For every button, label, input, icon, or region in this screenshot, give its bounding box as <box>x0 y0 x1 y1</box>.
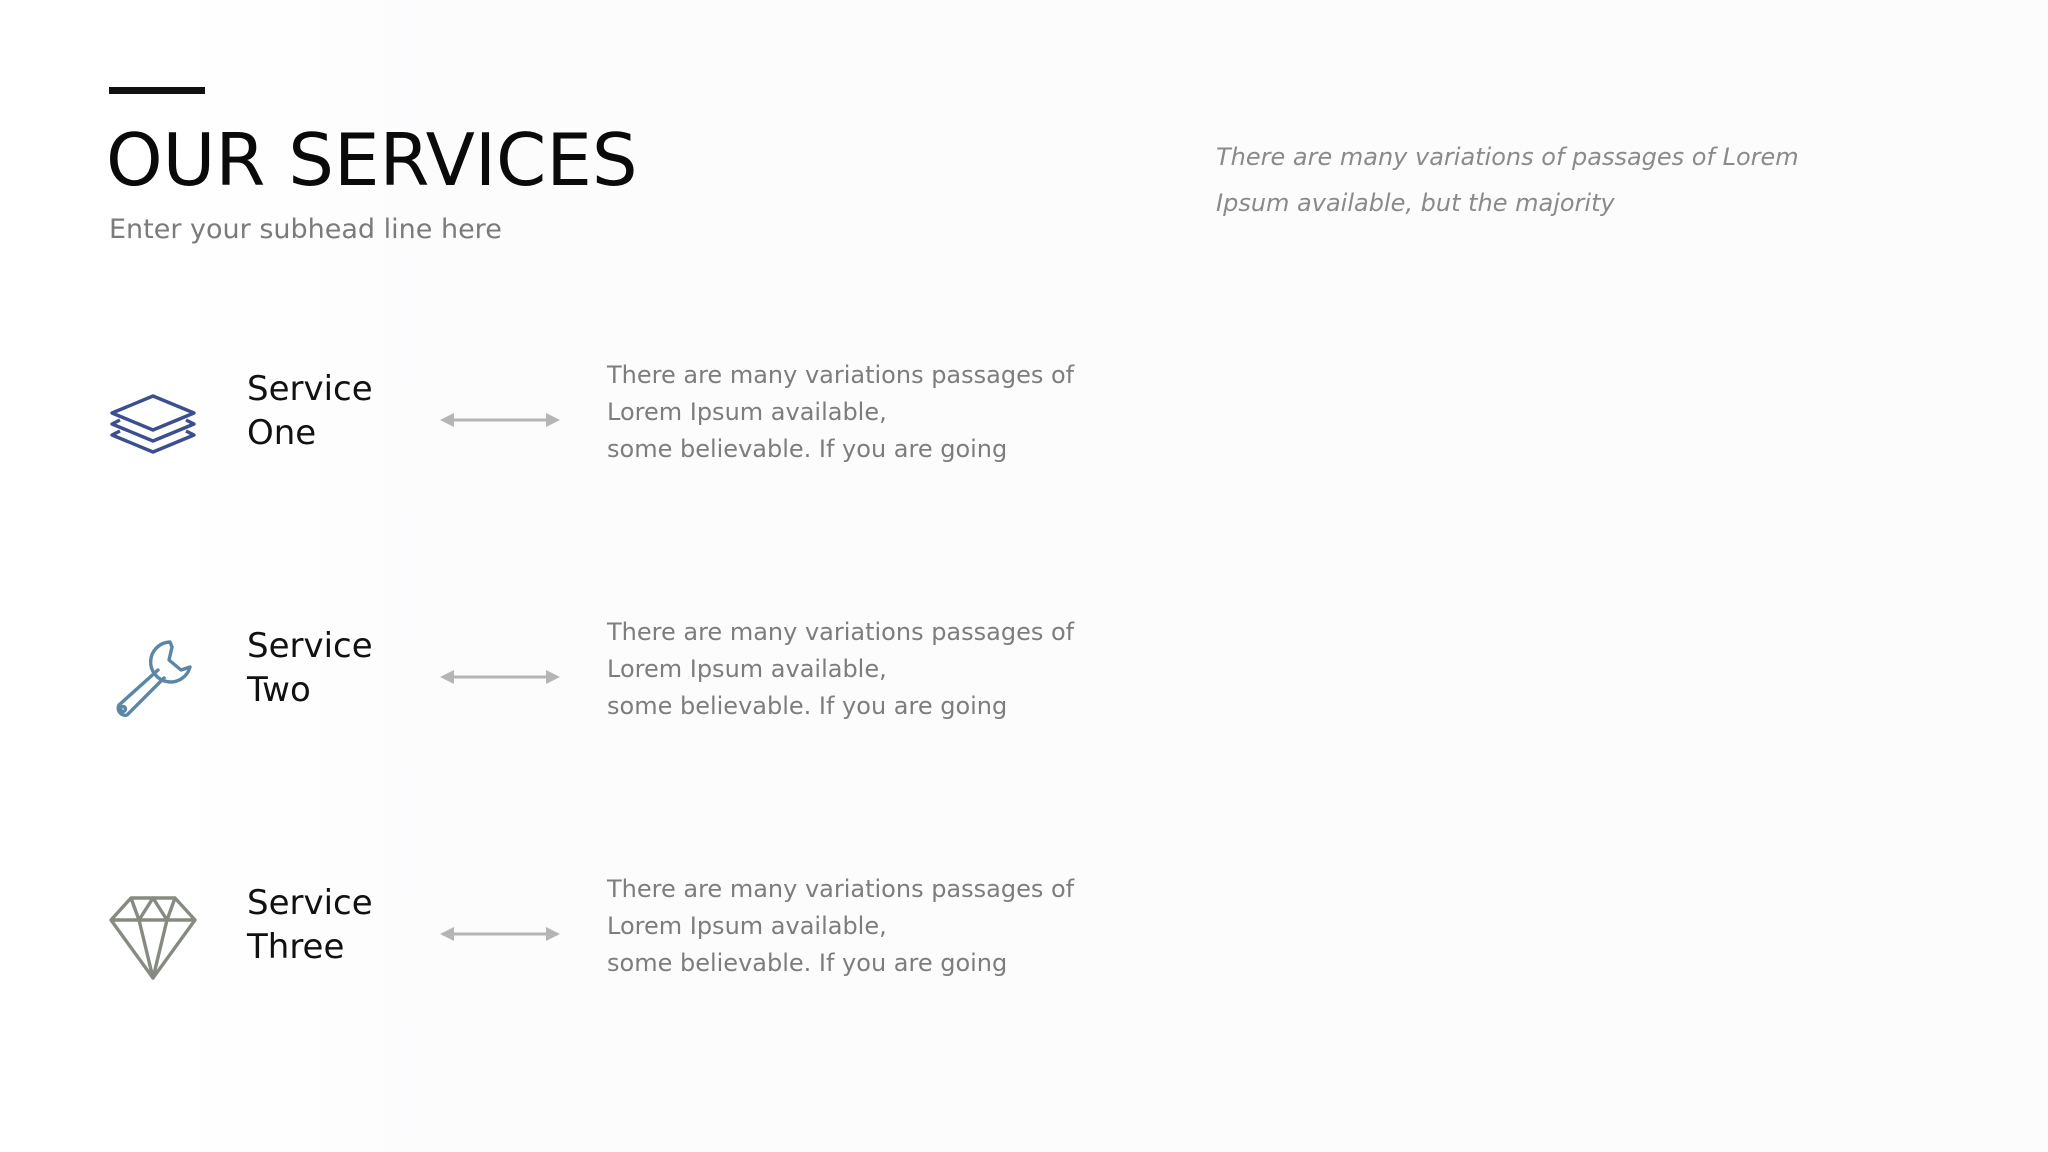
service-row-two <box>0 614 1100 734</box>
wrench-icon <box>107 631 199 723</box>
service-description <box>607 357 1077 468</box>
service-name <box>247 367 427 455</box>
double-arrow-icon <box>438 924 562 944</box>
service-name-line1: Service <box>247 369 373 409</box>
service-description <box>607 614 1077 725</box>
description-line: There are many variations passages of <box>607 875 1075 903</box>
service-description <box>607 871 1077 982</box>
double-arrow-icon <box>438 410 562 430</box>
description-line: some believable. If you are going <box>607 949 1008 977</box>
page-subhead: Enter your subhead line here <box>109 214 502 245</box>
service-name-line2: Three <box>247 927 345 967</box>
service-name-line1: Service <box>247 626 373 666</box>
layers-icon <box>107 374 199 466</box>
side-note: There are many variations of passages of Lorem Ipsum available, but the majority <box>1216 143 1799 217</box>
diamond-icon <box>107 888 199 980</box>
service-name <box>247 881 427 969</box>
description-line: some believable. If you are going <box>607 692 1008 720</box>
title-accent-bar <box>109 87 205 94</box>
service-row-one <box>0 357 1100 477</box>
description-line: Lorem Ipsum available, <box>607 912 887 940</box>
service-row-three <box>0 871 1100 991</box>
description-line: Lorem Ipsum available, <box>607 398 887 426</box>
service-name-line2: One <box>247 413 317 453</box>
description-line: Lorem Ipsum available, <box>607 655 887 683</box>
service-name <box>247 624 427 712</box>
double-arrow-icon <box>438 667 562 687</box>
page-title: OUR SERVICES <box>106 118 638 202</box>
service-name-line2: Two <box>247 670 311 710</box>
description-line: some believable. If you are going <box>607 435 1008 463</box>
description-line: There are many variations passages of <box>607 361 1075 389</box>
description-line: There are many variations passages of <box>607 618 1075 646</box>
service-name-line1: Service <box>247 883 373 923</box>
